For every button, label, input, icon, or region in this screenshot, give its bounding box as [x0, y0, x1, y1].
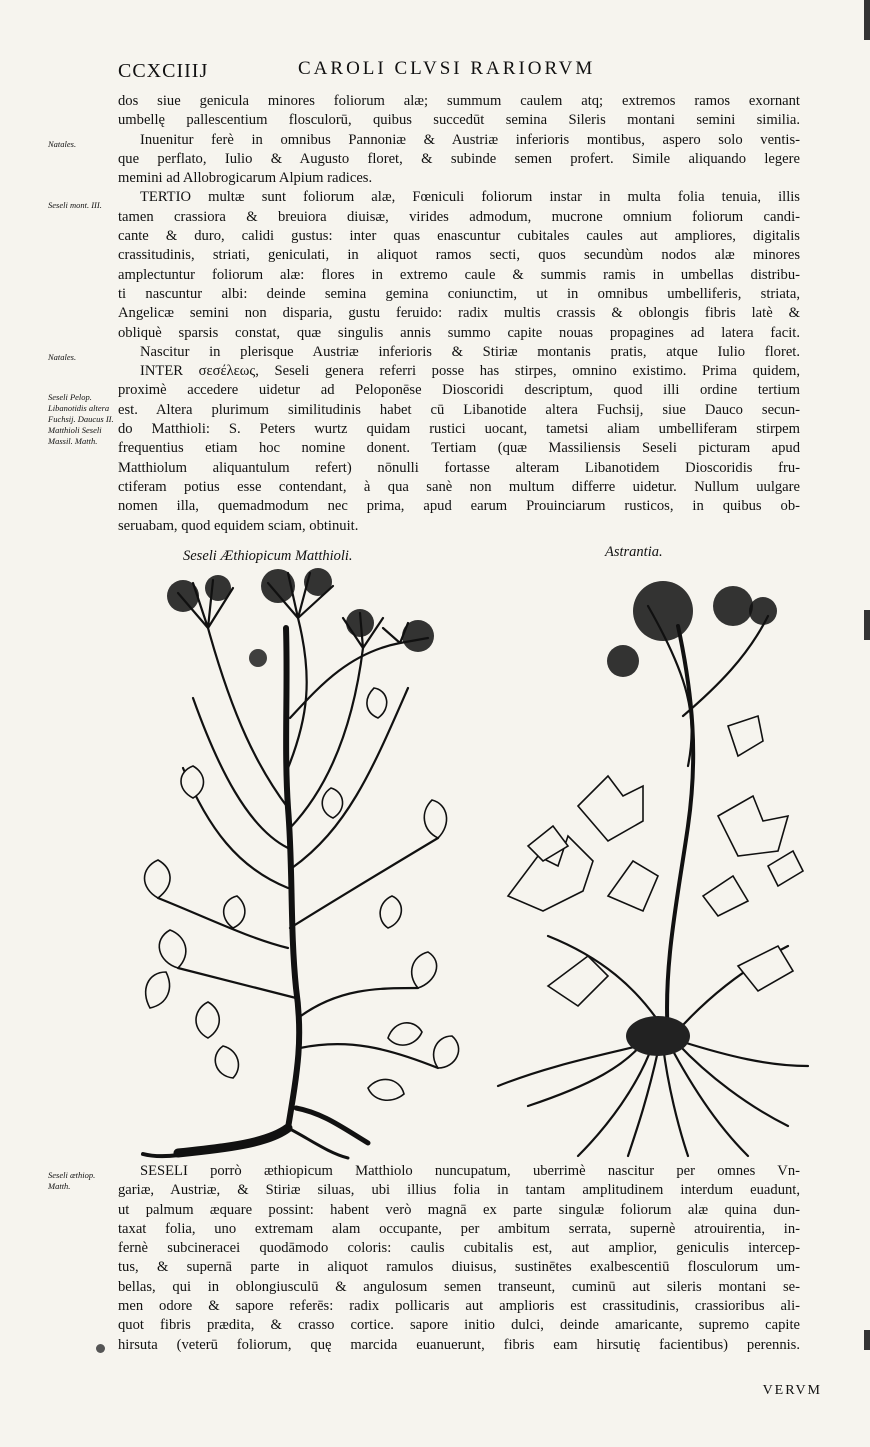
text-line: Inuenitur ferè in omnibus Pannoniæ & Austriæ inferioris montibus, aspero solo ventis-: [140, 131, 800, 148]
text-line: amplectuntur foliorum alæ: flores in extremo caule & summis ramis in umbellas distribu-: [118, 266, 800, 283]
text-line: INTER σεσέλεως, Seseli genera referri posse has stirpes, omnino existimo. Prima quidem,: [140, 363, 800, 380]
text-line: SESELI porrò æthiopicum Matthiolo nuncupatum, uberrimè nascitur per omnes Vn-: [140, 1163, 800, 1179]
text-line: seruabam, quod equidem sciam, obtinuit.: [118, 517, 359, 534]
text-line: Matthiolum aliquantulum refert) nōnulli fortasse alteram Libanotidem Dioscoridis fru-: [118, 459, 800, 476]
text-line: frequentius etiam hoc nomine donent. Tertiam (quæ Massiliensis Seseli picturam apud: [118, 440, 800, 457]
text-line: fernè subcineracei quodāmodo coloris: caulis cubitalis est, aut amplior, geniculis intercep-: [118, 1240, 800, 1257]
figure-caption-right: Astrantia.: [605, 544, 663, 560]
woodcut-astrantia: [488, 566, 818, 1160]
text-line: gariæ, Austriæ, & Stiriæ siluas, ubi illius folia in tantam amplitudinem interdum euadunt,: [118, 1182, 800, 1199]
text-line: proximè accedere uidetur ad Peloponēse Dioscoridi descriptum, quod illi ordine tertium: [118, 382, 800, 399]
ink-spot: [96, 1344, 105, 1353]
figure-caption-left: Seseli Æthiopicum Matthioli.: [183, 548, 353, 564]
text-line: quot fibris prædita, & crasso cortice. sapore initio dulci, deinde amaricante, supremo capite: [118, 1317, 800, 1334]
body-text-top: [118, 92, 800, 536]
woodcut-seseli-aethiopicum: [138, 568, 468, 1160]
text-line: memini ad Allobrogicarum Alpium radices.: [118, 170, 373, 187]
text-line: taxat folia, uno extremam alam occupante, per ambitum serrata, supernè atrouirentia, in-: [118, 1220, 800, 1237]
text-line: obliquè sparsis constat, quæ singulis annis summo capite nouas propagines ad latera facit.: [118, 324, 800, 341]
text-line: ti nascuntur albi: deinde semina gemina coniunctim, ut in omnibus umbelliferis, striata,: [118, 285, 800, 302]
text-line: bellas, qui in oblongiusculū & angulosum semen transeunt, cuminū aut sileris montani se-: [118, 1278, 800, 1295]
text-line: TERTIO multæ sunt foliorum alæ, Fœniculi foliorum instar in multa folia tenuia, illis: [140, 189, 800, 206]
text-line: ctiferam potius esse contendant, à qua sanè non multum differre uidetur. Nullum uulgare: [118, 478, 800, 495]
text-line: men odore & sapore referēs: radix pollicaris aut amplioris est crassitudinis, crassioribus ali-: [118, 1298, 800, 1315]
catchword: VERVM: [762, 1383, 822, 1398]
text-line: que perflato, Iulio & Augusto floret, & subinde semen profert. Simile aliquando legere: [118, 150, 800, 167]
text-line: umbellę pallescentium flosculorū, quibus succedūt semina Sileris montani semini similia.: [118, 112, 800, 129]
margin-note: Seseli mont. III.: [48, 200, 102, 210]
folio-number: CCXCIIIJ: [118, 60, 209, 82]
text-line: est. Altera plurimum similitudinis habet cū Libanotide altera Fuchsij, siue Dauco secun-: [118, 401, 800, 418]
text-line: dos siue genicula minores foliorum alæ; summum caulem atq; extremos ramos exornant: [118, 93, 800, 109]
body-text-bottom: [118, 1162, 800, 1355]
margin-note: Seseli æthiop. Matth.: [48, 1170, 96, 1191]
margin-note: Seseli Pelop. Libanotidis altera Fuchsij. Daucus II. Matthioli Seseli Massil. Matth.: [48, 392, 114, 446]
text-line: tamen crassiora & breuiora diuisæ, virides admodum, mucrone omnium foliorum candi-: [118, 208, 800, 225]
text-line: nomen illa, quemadmodum nec prima, apud earum Prouinciarum rusticos, in quibus ob-: [118, 498, 800, 515]
text-line: Angelicæ semini non disparia, gustu feruido: radix multis crassis & oblongis fibris latè &: [118, 305, 800, 322]
text-line: hirsuta (veterū foliorum, quę marcida euanuerunt, fibris eam hirsutię facientibus) perennis.: [118, 1336, 800, 1353]
page-edge-mark: [864, 610, 870, 640]
text-line: ut palmum æquare possint: habent verò magnā ex parte singulæ foliorum alæ quina dun-: [118, 1201, 800, 1218]
text-line: Nascitur in plerisque Austriæ inferioris & Stiriæ montanis pratis, atque Iulio floret.: [140, 343, 800, 360]
text-line: tus, & supernā parte in aliquot ramulos diuisus, sustinētes exalbescentiū flosculorum um-: [118, 1259, 800, 1276]
page-edge-mark: [864, 1330, 870, 1350]
page-header: [118, 58, 830, 88]
text-line: crassitudinis, striati, geniculati, in aliquot ramos secti, quos secundùm nodos alæ minores: [118, 247, 800, 264]
page-edge-mark: [864, 0, 870, 40]
margin-note: Natales.: [48, 139, 77, 149]
text-line: cante & duro, calidi gustus: inter quas enascuntur cubitales caules aut ampliores, digitalis: [118, 228, 800, 245]
text-line: do Matthioli: S. Peters wurtz quidam rustici uocant, tametsi aliam umbelliferam stirpem: [118, 421, 800, 438]
running-title: CAROLI CLVSI RARIORVM: [298, 58, 596, 79]
margin-note: Natales.: [48, 352, 77, 362]
